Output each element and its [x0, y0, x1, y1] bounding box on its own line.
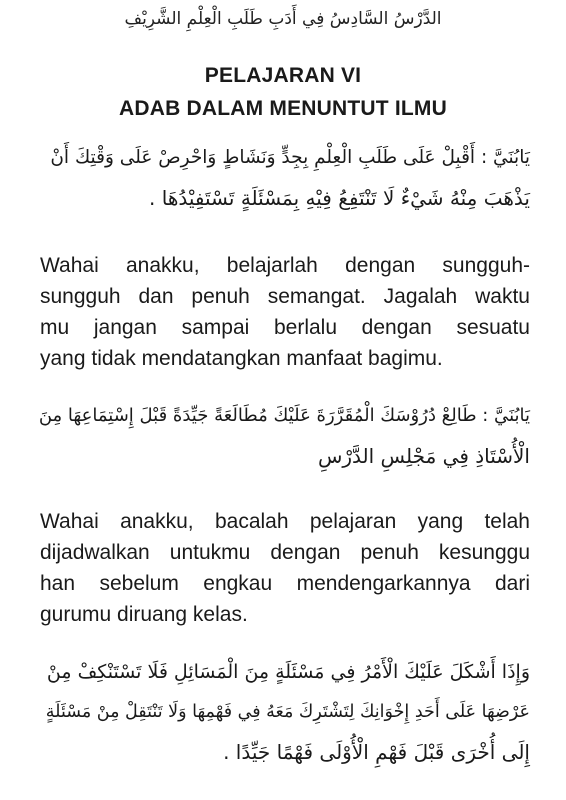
- translation-line: yang tidak mendatangkan manfaat bagimu.: [40, 347, 443, 370]
- arabic-line: الْأُسْتَاذِ فِي مَجْلِسِ الدَّرْسِ: [317, 444, 530, 468]
- lesson-title: PELAJARAN VI: [204, 64, 362, 87]
- translation-line: Wahai anakku, belajarlah dengan sungguh-: [40, 254, 530, 277]
- arabic-paragraph-1: [38, 138, 530, 218]
- arabic-chapter-header: الدَّرْسُ السَّادِسُ فِي أَدَبِ طَلَبِ الْعِلْمِ الشَّرِيْفِ: [124, 9, 442, 29]
- translation-line: sungguh dan penuh semangat. Jagalah waktu: [40, 285, 530, 308]
- arabic-paragraph-2: [38, 396, 530, 476]
- translation-paragraph-1: [40, 250, 530, 374]
- translation-line: gurumu diruang kelas.: [40, 603, 248, 626]
- translation-line: han sebelum engkau mendengarkannya dari: [40, 572, 530, 595]
- arabic-line: عَرْضِهَا عَلَى أَحَدِ إِخْوَانِكَ لِتَشْتَرِكَ مَعَهُ فِي فَهْمِهَا وَلَا تَنْتَقِلْ مِنْ مَسْئَلَةٍ: [45, 702, 530, 722]
- lesson-subtitle: ADAB DALAM MENUNTUT ILMU: [119, 97, 447, 120]
- translation-line: Wahai anakku, bacalah pelajaran yang telah: [40, 510, 530, 533]
- arabic-line: إِلَى أُخْرَى قَبْلَ فَهْمِ الْأُوْلَى فَهْمًا جَيِّدًا .: [223, 740, 530, 764]
- translation-paragraph-2: [40, 506, 530, 630]
- arabic-line: يَابُنَيَّ : طَالِعْ دُرُوْسَكَ الْمُقَرَّرَةَ عَلَيْكَ مُطَالَعَةً جَيِّدَةً قَبْلَ إِسْتِمَاعِهَا مِنَ: [38, 405, 530, 426]
- arabic-line: يَابُنَيَّ : أَقْبِلْ عَلَى طَلَبِ الْعِلْمِ بِجِدٍّ وَنَشَاطٍ وَاحْرِصْ عَلَى وَقْتِكَ أَنْ: [50, 147, 530, 168]
- translation-line: mu jangan sampai berlalu dengan sesuatu: [40, 316, 530, 339]
- arabic-line: يَذْهَبَ مِنْهُ شَيْءٌ لَا تَنْتَفِعُ فِيْهِ بِمَسْئَلَةٍ تَسْتَفِيْدُهَا .: [149, 186, 530, 210]
- translation-line: dijadwalkan untukmu dengan penuh kesunggu: [40, 541, 530, 564]
- arabic-paragraph-3: [38, 652, 530, 772]
- arabic-line: وَإِذَا أَشْكَلَ عَلَيْكَ الْأَمْرُ فِي مَسْئَلَةٍ مِنَ الْمَسَائِلِ فَلَا تَسْتَنْكِفْ مِنْ: [46, 661, 530, 683]
